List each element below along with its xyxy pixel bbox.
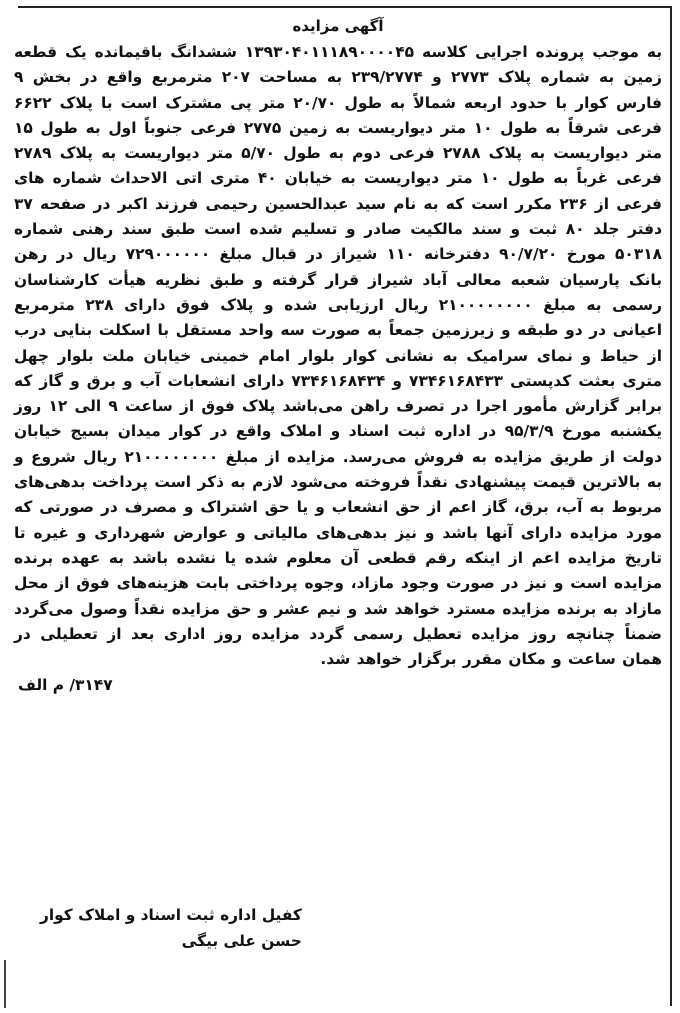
- frame-left-border: [4, 960, 6, 1008]
- frame-right-border: [670, 6, 672, 1006]
- notice-reference: ۳۱۴۷/ م الف: [18, 676, 113, 695]
- signature-block: [40, 902, 302, 954]
- notice-body: به موجب پرونده اجرایی کلاسه ۱۳۹۳۰۴۰۱۱۱۸۹۰۰۰۰۴۵ ششدانگ باقیمانده یک قطعه زمین به شماره پلاک ۲۷۷۳ و ۲۳۹/۲۷۷۴ به مساحت ۲۰۷ مترمربع واقع در بخش ۹ فارس کوار با حدود اربعه شمالاً به طول ۲۰/۷۰ متر پی مشترک است با پلاک ۶۶۲۲ فرعی شرقاً به طول ۱۰ متر دیواریست به زمین ۲۷۷۵ فرعی جنوباً اول به طول ۱۵ متر دیواریست به پلاک ۲۷۸۸ فرعی دوم به طول ۵/۷۰ متر دیواریست به پلاک ۲۷۸۹ فرعی غرباً به طول ۱۰ متر دیواریست به خیابان ۴۰ متری اتی الاحداث شماره های فرعی از ۲۳۶ مکرر است که به نام سید عبدالحسین رحیمی فرزند اکبر در صفحه ۳۷ دفتر جلد ۸۰ ثبت و سند مالکیت صادر و تسلیم شده است طبق سند رهنی شماره ۵۰۳۱۸ مورخ ۹۰/۷/۲۰ دفترخانه ۱۱۰ شیراز در قبال مبلغ ۷۲۹۰۰۰۰۰۰ ریال در رهن بانک پارسیان شعبه معالی آباد شیراز قرار گرفته و طبق نظریه هیأت کارشناسان رسمی به مبلغ ۲۱۰۰۰۰۰۰۰۰ ریال ارزیابی شده و پلاک فوق دارای ۲۳۸ مترمربع اعیانی در دو طبقه و زیرزمین جمعاً به صورت سه واحد مستقل با اسکلت بنایی درب از حیاط و نمای سرامیک به نشانی کوار بلوار امام خمینی خیابان ملت بلوار چهل متری بعثت کدپستی ۷۳۴۶۱۶۸۴۳۳ و ۷۳۴۶۱۶۸۴۳۴ دارای انشعابات آب و برق و گاز که برابر گزارش مأمور اجرا در تصرف راهن می‌باشد پلاک فوق از ساعت ۹ الی ۱۲ روز یکشنبه مورخ ۹۵/۳/۹ در اداره ثبت اسناد و املاک واقع در کوار میدان بسیج خیابان دولت از طریق مزایده به فروش می‌رسد. مزایده از مبلغ ۲۱۰۰۰۰۰۰۰۰ ریال شروع و به بالاترین قیمت پیشنهادی نقداً فروخته می‌شود لازم به ذکر است پرداخت بدهی‌های مربوط به آب، برق، گاز اعم از حق انشعاب و یا حق اشتراک و مصرف در صورتی که مورد مزایده دارای آنها باشد و نیز بدهی‌های مالیاتی و عوارض شهرداری و غیره تا تاریخ مزایده اعم از اینکه رقم قطعی آن معلوم شده یا نشده باشد به عهده برنده مزایده است و نیز در صورت وجود مازاد، وجوه پرداختی بابت هزینه‌های فوق از محل مازاد به برنده مزایده مسترد خواهد شد و نیم عشر و حق مزایده نقداً وصول می‌گردد ضمناً چنانچه روز مزایده تعطیل رسمی گردد مزایده روز اداری بعد از تعطیلی در همان ساعت و مکان مقرر برگزار خواهد شد.: [14, 43, 662, 669]
- frame-top-border: [18, 6, 672, 8]
- signature-organization: کفیل اداره ثبت اسناد و املاک کوار: [40, 906, 302, 924]
- auction-notice: [14, 14, 662, 1003]
- signature-name: حسن علی بیگی: [181, 932, 302, 950]
- notice-title: آگهی مزایده: [292, 17, 384, 35]
